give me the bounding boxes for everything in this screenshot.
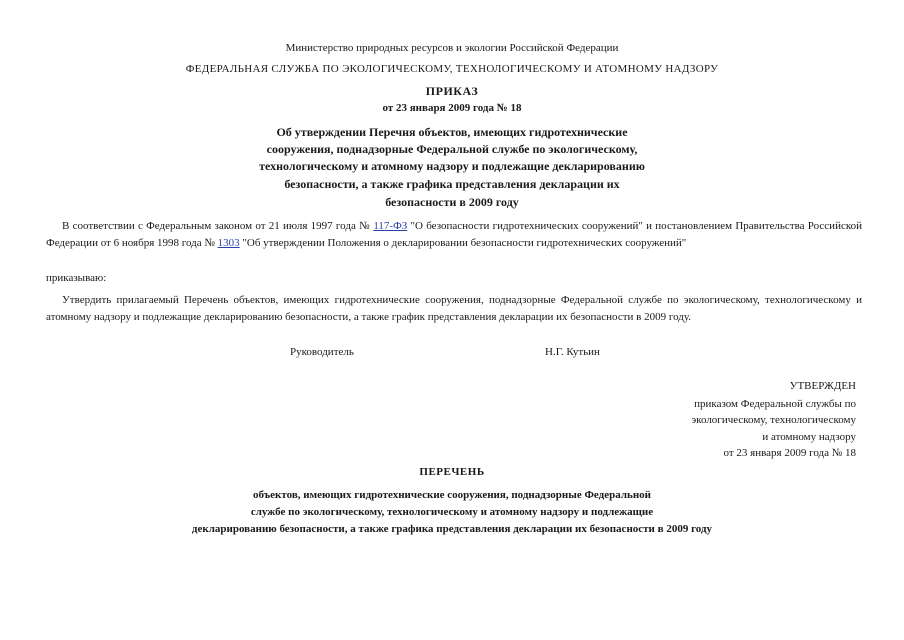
approval-line: приказом Федеральной службы по [694,398,856,410]
ministry-line: Министерство природных ресурсов и экологии Российской Федерации [285,42,619,54]
approval-line: и атомному надзору [762,431,856,443]
list-subtitle-line: службе по экологическому, технологическому и атомному надзору и подлежащие [250,506,654,518]
basis-text: В соответствии с Федеральным законом от 21 июля 1997 года № [62,220,374,232]
order-subject-line: Об утверждении Перечня объектов, имеющих гидротехнические [276,125,628,139]
list-subtitle-line: декларированию безопасности, а также графика представления декларации их безопасности в 2009 году [191,523,713,535]
paragraph-basis [46,218,862,252]
order-word: приказываю: [46,272,107,284]
paragraph-approve: Утвердить прилагаемый Перечень объектов, имеющих гидротехнические сооружения, поднадзорные Федеральной службе по экологическому, технологическому и атомному надзору и подлежащие декларированию безопасности, а также график представления декларации их безопасности в 2009 году. [46,294,862,323]
order-subject-line: безопасности в 2009 году [385,195,519,209]
approval-line: экологическому, технологическому [691,414,856,426]
approval-line: от 23 января 2009 года № 18 [723,447,856,459]
service-line: ФЕДЕРАЛЬНАЯ СЛУЖБА ПО ЭКОЛОГИЧЕСКОМУ, ТЕХНОЛОГИЧЕСКОМУ И АТОМНОМУ НАДЗОРУ [185,63,719,75]
order-title: ПРИКАЗ [425,84,479,98]
signature-title: Руководитель [290,346,354,358]
order-date-number: от 23 января 2009 года № 18 [382,102,522,114]
order-subject-line: безопасности, а также графика представления декларации их [284,177,620,191]
basis-text: "Об утверждении Положения о декларировании безопасности гидротехнических сооружений" [239,237,687,249]
approval-stamp-title: УТВЕРЖДЕН [789,380,856,392]
order-subject-line: технологическому и атомному надзору и подлежащие декларированию [259,159,645,173]
basis-text: "О безопасности гидротехнических сооружений" и постановлением Правительства Российской Федерации от 6 ноября 1998 года № [46,220,863,249]
law-link-117[interactable]: 117-ФЗ [373,220,408,232]
resolution-link-1303[interactable]: 1303 [217,237,240,249]
order-subject-line: сооружения, поднадзорные Федеральной службе по экологическому, [266,142,638,156]
list-title: ПЕРЕЧЕНЬ [419,466,485,478]
list-subtitle-line: объектов, имеющих гидротехнические сооружения, поднадзорные Федеральной [252,489,651,501]
signature-name: Н.Г. Кутьин [545,346,600,358]
